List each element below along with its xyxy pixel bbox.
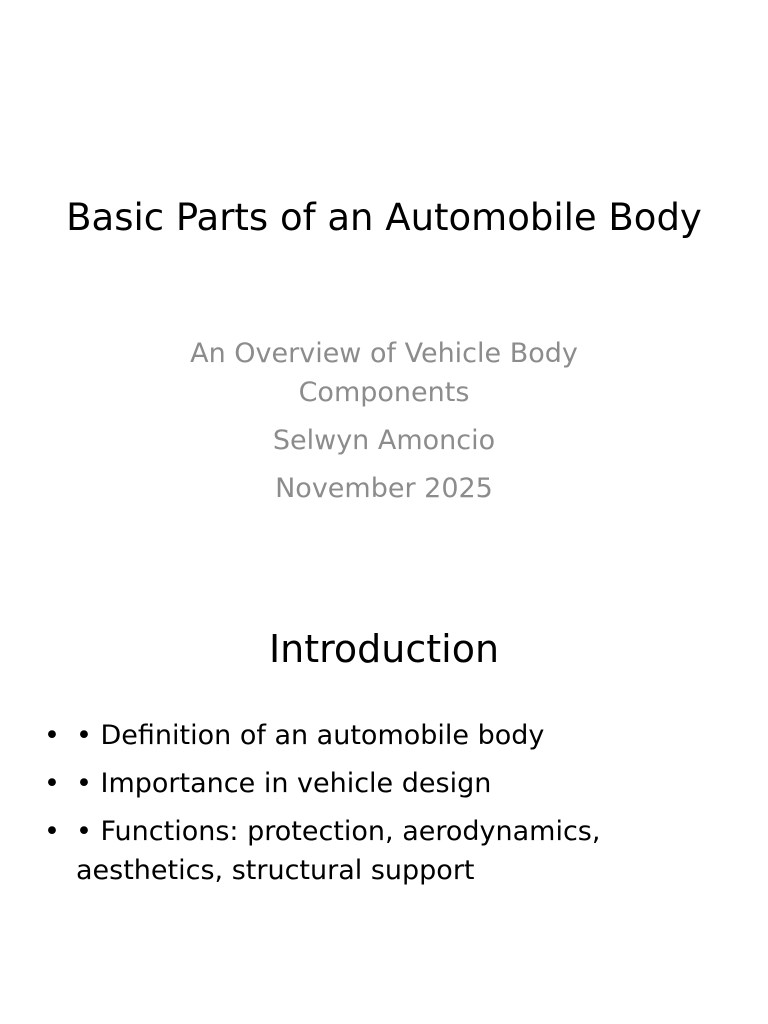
introduction-slide [0, 512, 768, 1024]
bullet-icon: • [44, 768, 60, 799]
bullet-text: • Importance in vehicle design [76, 768, 492, 799]
bullet-icon: • [44, 816, 60, 847]
list-item [44, 764, 724, 803]
subtitle-line: An Overview of Vehicle Body Components [190, 338, 578, 408]
bullet-icon: • [44, 720, 60, 751]
bullet-text: • Definition of an automobile body [76, 720, 545, 751]
slide-title: Introduction [268, 627, 500, 671]
presentation-date: November 2025 [275, 473, 493, 504]
bullet-text: • Functions: protection, aerodynamics, aesthetics, structural support [76, 816, 601, 886]
slide-title: Basic Parts of an Automobile Body [66, 196, 702, 239]
slide-subtitle [110, 334, 658, 517]
list-item [44, 716, 724, 755]
bullet-list [44, 716, 724, 899]
author-name: Selwyn Amoncio [272, 425, 496, 456]
list-item [44, 812, 724, 890]
